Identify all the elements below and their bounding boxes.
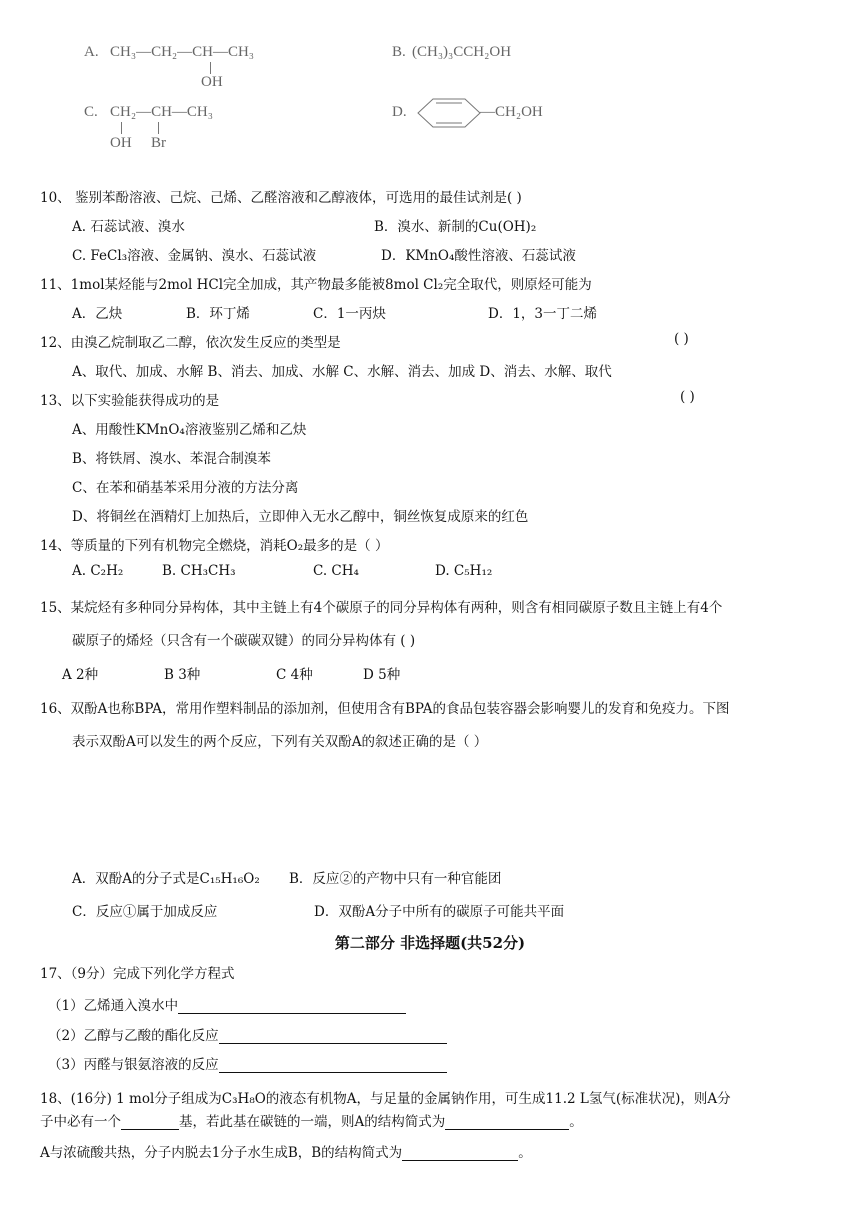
answer-blank[interactable] bbox=[121, 1115, 179, 1130]
answer-blank[interactable] bbox=[445, 1115, 569, 1130]
q12-options: A、取代、加成、水解 B、消去、加成、水解 C、水解、消去、加成 D、消去、水解、取代 bbox=[72, 364, 612, 380]
q14-option-c: C. CH₄ bbox=[313, 563, 359, 579]
answer-blank[interactable] bbox=[219, 1058, 447, 1073]
question-11: 11、1mol某烃能与2mol HCl完全加成，其产物最多能被8mol Cl₂完全取代，则原烃可能为 bbox=[40, 277, 592, 293]
question-10: 10、 鉴别苯酚溶液、己烷、己烯、乙醛溶液和乙醇液体，可选用的最佳试剂是( ) bbox=[40, 190, 522, 206]
q10-option-a: A. 石蕊试液、溴水 bbox=[72, 219, 185, 235]
q13-option-a: A、用酸性KMnO₄溶液鉴别乙烯和乙炔 bbox=[72, 422, 307, 438]
q10-option-d: D．KMnO₄酸性溶液、石蕊试液 bbox=[381, 248, 576, 264]
question-12: 12、由溴乙烷制取乙二醇，依次发生反应的类型是 bbox=[40, 335, 341, 351]
option-letter: B. bbox=[392, 44, 406, 60]
q17-item-3 bbox=[48, 1053, 447, 1073]
q14-option-b: B. CH₃CH₃ bbox=[162, 563, 236, 579]
q10-option-b: B．溴水、新制的Cu(OH)₂ bbox=[374, 219, 537, 235]
option-letter: A. bbox=[84, 44, 99, 60]
text: 子中必有一个 bbox=[40, 1114, 121, 1130]
text: 。 bbox=[518, 1145, 532, 1161]
structure-formula: —CH₂OH bbox=[480, 104, 543, 120]
section-heading: 第二部分 非选择题(共52分) bbox=[334, 934, 526, 952]
question-13: 13、以下实验能获得成功的是 bbox=[40, 393, 220, 409]
question-15: 15、某烷烃有多种同分异构体，其中主链上有4个碳原子的同分异构体有两种，则含有相同碳原子数且主链上有4个 bbox=[40, 600, 723, 616]
q15-option-d: D 5种 bbox=[363, 667, 401, 683]
structure-formula: CH₃—CH₂—CH—CH₃ bbox=[110, 44, 255, 60]
bond-line bbox=[158, 122, 159, 134]
answer-blank[interactable] bbox=[219, 1029, 447, 1044]
q16-option-c: C．反应①属于加成反应 bbox=[72, 904, 218, 920]
substituent: OH bbox=[201, 74, 223, 90]
q13-option-b: B、将铁屑、溴水、苯混合制溴苯 bbox=[72, 451, 271, 467]
question-16-cont: 表示双酚A可以发生的两个反应，下列有关双酚A的叙述正确的是（ ） bbox=[72, 734, 488, 750]
q10-option-c: C. FeCl₃溶液、金属钠、溴水、石蕊试液 bbox=[72, 248, 317, 264]
q11-option-b: B．环丁烯 bbox=[186, 306, 250, 322]
substituent: Br bbox=[151, 135, 166, 151]
q13-option-c: C、在苯和硝基苯采用分液的方法分离 bbox=[72, 480, 299, 496]
q15-option-b: B 3种 bbox=[164, 667, 201, 683]
question-14: 14、等质量的下列有机物完全燃烧，消耗O₂最多的是（ ） bbox=[40, 538, 389, 554]
q11-option-c: C．1一丙炔 bbox=[313, 306, 386, 322]
option-letter: D. bbox=[392, 104, 407, 120]
q16-option-b: B．反应②的产物中只有一种官能团 bbox=[289, 871, 502, 887]
question-15-cont: 碳原子的烯烃（只含有一个碳碳双键）的同分异构体有 ( ) bbox=[72, 633, 416, 649]
q11-option-a: A．乙炔 bbox=[72, 306, 123, 322]
q15-option-a: A 2种 bbox=[62, 667, 99, 683]
question-18: 18、(16分) 1 mol分子组成为C₃H₈O的液态有机物A，与足量的金属钠作用，可生成11.2 L氢气(标准状况)，则A分 bbox=[40, 1091, 731, 1107]
item-label: （2）乙醇与乙酸的酯化反应 bbox=[48, 1028, 219, 1044]
text: 。 bbox=[569, 1114, 583, 1130]
answer-blank[interactable] bbox=[402, 1146, 518, 1161]
q17-item-2 bbox=[48, 1024, 447, 1044]
structure-formula: CH₂—CH—CH₃ bbox=[110, 104, 213, 120]
q14-option-d: D. C₅H₁₂ bbox=[435, 563, 493, 579]
answer-paren: ( ) bbox=[680, 389, 695, 405]
text: 基，若此基在碳链的一端，则A的结构简式为 bbox=[179, 1114, 446, 1130]
question-18-line-2 bbox=[40, 1110, 583, 1130]
q16-option-a: A．双酚A的分子式是C₁₅H₁₆O₂ bbox=[72, 871, 260, 887]
q16-option-d: D．双酚A分子中所有的碳原子可能共平面 bbox=[314, 904, 565, 920]
q15-option-c: C 4种 bbox=[276, 667, 313, 683]
question-16: 16、双酚A也称BPA，常用作塑料制品的添加剂，但使用含有BPA的食品包装容器会影响婴儿的发育和免疫力。下图 bbox=[40, 701, 730, 717]
q13-option-d: D、将铜丝在酒精灯上加热后，立即伸入无水乙醇中，铜丝恢复成原来的红色 bbox=[72, 509, 529, 525]
question-18-line-3 bbox=[40, 1141, 532, 1161]
item-label: （1）乙烯通入溴水中 bbox=[48, 998, 179, 1014]
q14-option-a: A. C₂H₂ bbox=[72, 563, 124, 579]
q17-item-1 bbox=[48, 994, 406, 1014]
option-letter: C. bbox=[84, 104, 98, 120]
bond-line bbox=[210, 62, 211, 74]
benzene-ring-icon bbox=[412, 96, 488, 130]
q11-option-d: D．1，3一丁二烯 bbox=[488, 306, 598, 322]
text: A与浓硫酸共热，分子内脱去1分子水生成B，B的结构简式为 bbox=[40, 1145, 403, 1161]
structure-formula: (CH₃)₃CCH₂OH bbox=[412, 44, 512, 60]
answer-blank[interactable] bbox=[178, 999, 406, 1014]
bond-line bbox=[121, 122, 122, 134]
item-label: （3）丙醛与银氨溶液的反应 bbox=[48, 1057, 219, 1073]
substituent: OH bbox=[110, 135, 132, 151]
answer-paren: ( ) bbox=[674, 331, 689, 347]
question-17: 17、（9分）完成下列化学方程式 bbox=[40, 966, 235, 982]
